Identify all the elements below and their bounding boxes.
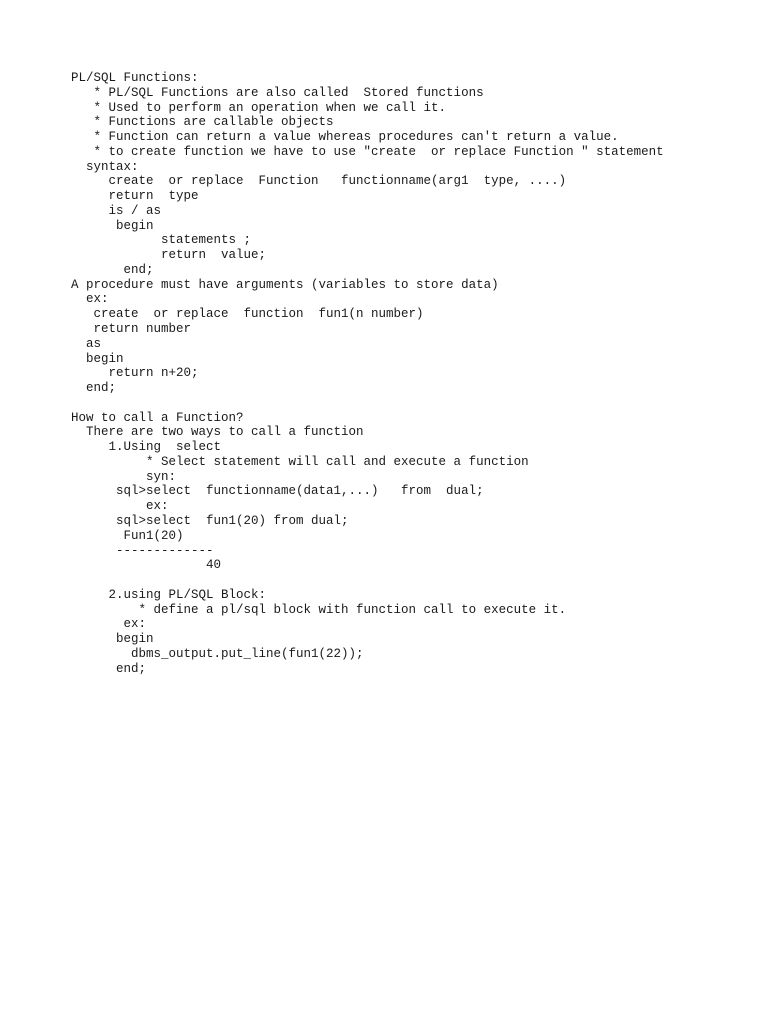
document-line: end; [71,262,154,277]
document-line: * Used to perform an operation when we call it. [71,100,447,115]
document-line: end; [71,661,147,676]
document-line: as [71,336,102,351]
document-line: Fun1(20) [71,528,184,543]
document-line: return value; [71,248,267,263]
document-line: sql>select functionname(data1,...) from dual; [71,484,484,499]
document-line: begin [71,632,154,647]
document-line: begin [71,351,124,366]
document-line: 40 [71,558,222,573]
document-line: * Select statement will call and execute a function [71,454,529,469]
document-line: How to call a Function? [71,410,244,425]
document-line: statements ; [71,233,252,248]
document-line: ------------- [71,543,214,558]
document-line: ex: [71,617,147,632]
document-line: begin [71,218,154,233]
document-line [71,396,664,411]
document-line: create or replace Function functionname(arg1 type, ....) [71,174,567,189]
document-line: return type [71,189,199,204]
document-line [71,573,664,588]
document-line: * define a pl/sql block with function call to execute it. [71,602,567,617]
document-line: syn: [71,469,177,484]
document-line: return number [71,322,192,337]
document-body [71,71,664,676]
document-line: ex: [71,292,109,307]
document-line: * Functions are callable objects [71,115,334,130]
document-line: A procedure must have arguments (variables to store data) [71,277,499,292]
document-line: There are two ways to call a function [71,425,364,440]
document-line: syntax: [71,159,139,174]
document-line: is / as [71,203,162,218]
document-line: PL/SQL Functions: [71,71,199,85]
document-line: 2.using PL/SQL Block: [71,587,267,602]
document-line: ex: [71,499,169,514]
document-line: dbms_output.put_line(fun1(22)); [71,646,364,661]
document-line: create or replace function fun1(n number) [71,307,424,322]
document-line: sql>select fun1(20) from dual; [71,513,349,528]
document-line: * Function can return a value whereas procedures can't return a value. [71,130,619,145]
document-line: * to create function we have to use "create or replace Function " statement [71,144,664,159]
document-line: 1.Using select [71,440,222,455]
document-line: * PL/SQL Functions are also called Stored functions [71,85,484,100]
document-line: return n+20; [71,366,199,381]
document-line: end; [71,381,117,396]
